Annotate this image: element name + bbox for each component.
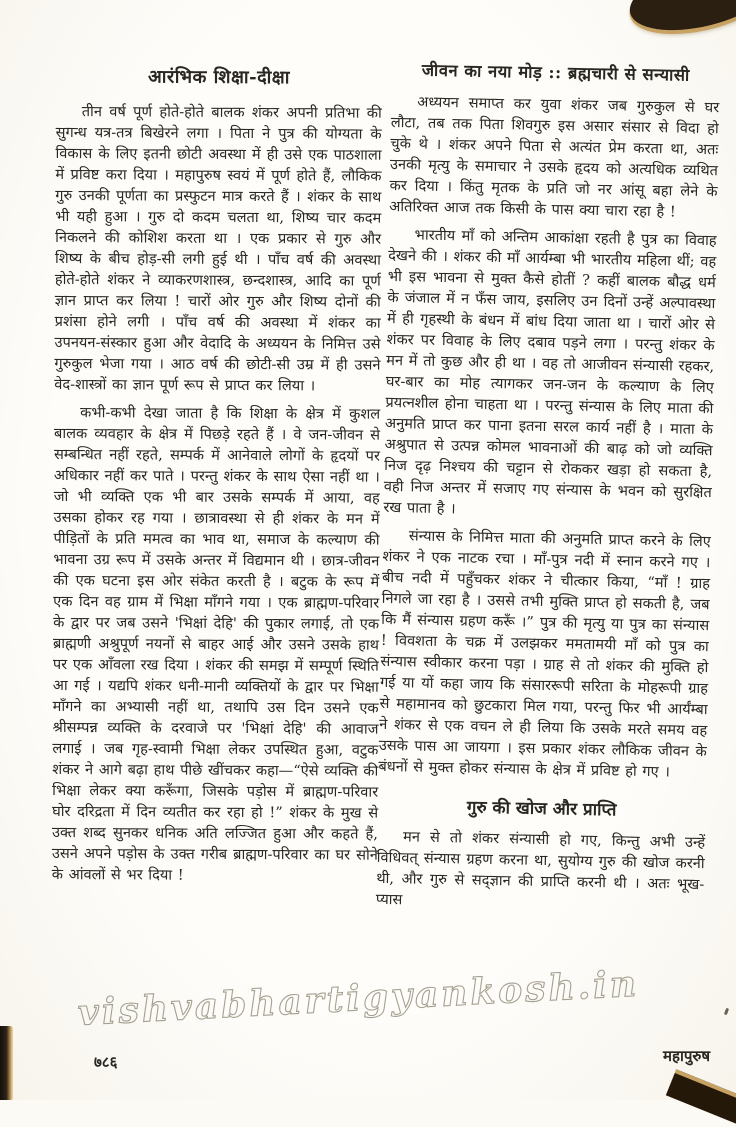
book-edge-bottom-right-corner (666, 1069, 736, 1126)
left-column (52, 66, 382, 893)
left-column-heading: आरंभिक शिक्षा-दीक्षा (147, 66, 290, 89)
left-paragraph-2: कभी-कभी देखा जाता है कि शिक्षा के क्षेत्र में कुशल बालक व्यवहार के क्षेत्र में पिछड़े रहते हैं । वे जन-जीवन से सम्बन्धित नहीं रहते, सम्पर्क में आनेवाले लोगों के हृदयों पर अधिकार नहीं कर पाते । परन्तु शंकर के साथ ऐसा नहीं था । जो भी व्यक्ति एक भी बार उसके सम्पर्क में आया, वह उसका होकर रह गया । छात्रावस्था से ही शंकर के मन में पीड़ितों के प्रति ममत्व का भाव था, समाज के कल्याण की भावना उग्र रूप में उसके अन्तर में विद्यमान थी । छात्र-जीवन की एक घटना इस ओर संकेत करती है । बटुक के रूप में एक दिन वह ग्राम में भिक्षा माँगने गया । एक ब्राह्मण-परिवार के द्वार पर जब उसने 'भिक्षां देहि' की पुकार लगाई, तो एक ब्राह्मणी अश्रुपूर्ण नयनों से बाहर आई और उसने उसके हाथ पर एक आँवला रख दिया । शंकर की समझ में सम्पूर्ण स्थिति आ गई । यद्यपि शंकर धनी-मानी व्यक्तियों के द्वार पर भिक्षा माँगने का अभ्यासी नहीं था, तथापि उस दिन उसने एक श्रीसम्पन्न व्यक्ति के दरवाजे पर 'भिक्षां देहि' की आवाज लगाई । जब गृह-स्वामी भिक्षा लेकर उपस्थित हुआ, वटुक शंकर ने आगे बढ़ा हाथ पीछे खींचकर कहा—“ऐसे व्यक्ति की भिक्षा लेकर क्या करूँगा, जिसके पड़ोस में ब्राह्मण-परिवार घोर दरिद्रता में दिन व्यतीत कर रहा हो !” शंकर के मुख से उक्त शब्द सुनकर धनिक अति लज्जित हुआ और कहते हैं, उसने अपने पड़ोस के उक्त गरीब ब्राह्मण-परिवार का घर सोने के आंवलों से भर दिया ! (51, 403, 381, 884)
right-column (376, 60, 720, 923)
running-footer-title: महापुरुष (663, 1047, 710, 1065)
left-paragraph-1: तीन वर्ष पूर्ण होते-होते बालक शंकर अपनी प्रतिभा की सुगन्ध यत्र-तत्र बिखेरने लगा । पिता ने पुत्र की योग्यता के विकास के लिए इतनी छोटी अवस्था में ही उसे एक पाठशाला में प्रविष्ट करा दिया । महापुरुष स्वयं में पूर्ण होते हैं, लौकिक गुरु उनकी पूर्णता का प्रस्फुटन मात्र करते हैं । शंकर के साथ भी यही हुआ । गुरु दो कदम चलता था, शिष्य चार कदम निकलने की कोशिश करता था । एक प्रकार से गुरु और शिष्य के बीच होड़-सी लगी हुई थी । पाँच वर्ष की अवस्था होते-होते शंकर ने व्याकरणशास्त्र, छन्दशास्त्र, आदि का पूर्ण ज्ञान प्राप्त कर लिया ! चारों ओर गुरु और शिष्य दोनों की प्रशंसा होने लगी । पाँच वर्ष की अवस्था में शंकर का उपनयन-संस्कार हुआ और वेदादि के अध्ययन के निमित्त उसे गुरुकुल भेजा गया । आठ वर्ष की छोटी-सी उम्र में ही उसने वेद-शास्त्रों का ज्ञान पूर्ण रूप से प्राप्त कर लिया । (54, 102, 382, 394)
right-column-subheading: गुरु की खोज और प्राप्ति (466, 797, 617, 821)
scan-speck (724, 1008, 729, 1016)
right-paragraph-1: अध्ययन समाप्त कर युवा शंकर जब गुरुकुल से घर लौटा, तब तक पिता शिवगुरु इस असार संसार से विदा हो चुके थे । शंकर अपने पिता से अत्यंत प्रेम करता था, अतः उनकी मृत्यु के समाचार ने उसके हृदय को अत्यधिक व्यथित कर दिया । किंतु मृतक के प्रति जो नर आंसू बहा लेने के अतिरिक्त आज तक किसी के पास क्या चारा रहा है ! (389, 93, 720, 221)
right-paragraph-3: संन्यास के निमित्त माता की अनुमति प्राप्त करने के लिए शंकर ने एक नाटक रचा । माँ-पुत्र नदी में स्नान करने गए । बीच नदी में पहुँचकर शंकर ने चीत्कार किया, “माँ ! ग्राह निगले जा रहा है । उससे तभी मुक्ति प्राप्त हो सकती है, जब कि मैं संन्यास ग्रहण करूँ ।” पुत्र की मृत्यु या पुत्र का संन्यास ! विवशता के चक्र में उलझकर ममतामयी माँ को पुत्र का संन्यास स्वीकार करना पड़ा । ग्राह से तो शंकर की मुक्ति हो गई या यों कहा जाय कि संसाररूपी सरिता के मोहरूपी ग्राह से महामानव को छुटकारा मिल गया, परन्तु फिर भी आर्यंम्बा ने शंकर से एक वचन ले ही लिया कि उसके मरते समय वह उसके पास आ जायगा । इस प्रकार शंकर लौकिक जीवन के बंधनों से मुक्त होकर संन्यास के क्षेत्र में प्रविष्ट हो गए । (378, 527, 711, 781)
right-column-heading: जीवन का नया मोड़ :: ब्रह्मचारी से सन्यासी (421, 60, 690, 85)
right-paragraph-4: मन से तो शंकर संन्यासी हो गए, किन्तु अभी उन्हें विधिवत् संन्यास ग्रहण करना था, सुयोग्य गुरु की खोज करनी थी, और गुरु से सद्ज्ञान की प्राप्ति करनी थी । अतः भूख-प्यास (375, 827, 706, 908)
book-edge-top-right-corner (623, 0, 736, 43)
book-edge-left-strip (0, 1026, 13, 1100)
site-watermark: vishvabhartigyankosh.in (76, 962, 640, 1034)
right-paragraph-2: भारतीय माँ को अन्तिम आकांक्षा रहती है पुत्र का विवाह देखने की । शंकर की माँ आर्यम्बा भी भारतीय महिला थीं; वह भी इस भावना से मुक्त कैसे होतीं ? कहीं बालक बौद्ध धर्म के जंजाल में न फँस जाय, इसलिए उन दिनों उन्हें अल्पावस्था में ही गृहस्थी के बंधन में बांध दिया जाता था । चारों ओर से शंकर पर विवाह के लिए दबाव पड़ने लगा । परन्तु शंकर के मन में तो कुछ और ही था । वह तो आजीवन संन्यासी रहकर, घर-बार का मोह त्यागकर जन-जन के कल्याण के लिए प्रयत्नशील होना चाहता था । परन्तु संन्यास के लिए माता की अनुमति प्राप्त कर पाना इतना सरल कार्य नहीं है । माता के अश्रुपात से उत्पन्न कोमल भावनाओं की बाढ़ को जो व्यक्ति निज दृढ़ निश्चय की चट्टान से रोककर खड़ा हो सकता है, वही निज अन्तर में सजाए गए संन्यास के भवन को सुरक्षित रख पाता है । (383, 226, 717, 517)
page-number: ७८६ (94, 1053, 118, 1071)
